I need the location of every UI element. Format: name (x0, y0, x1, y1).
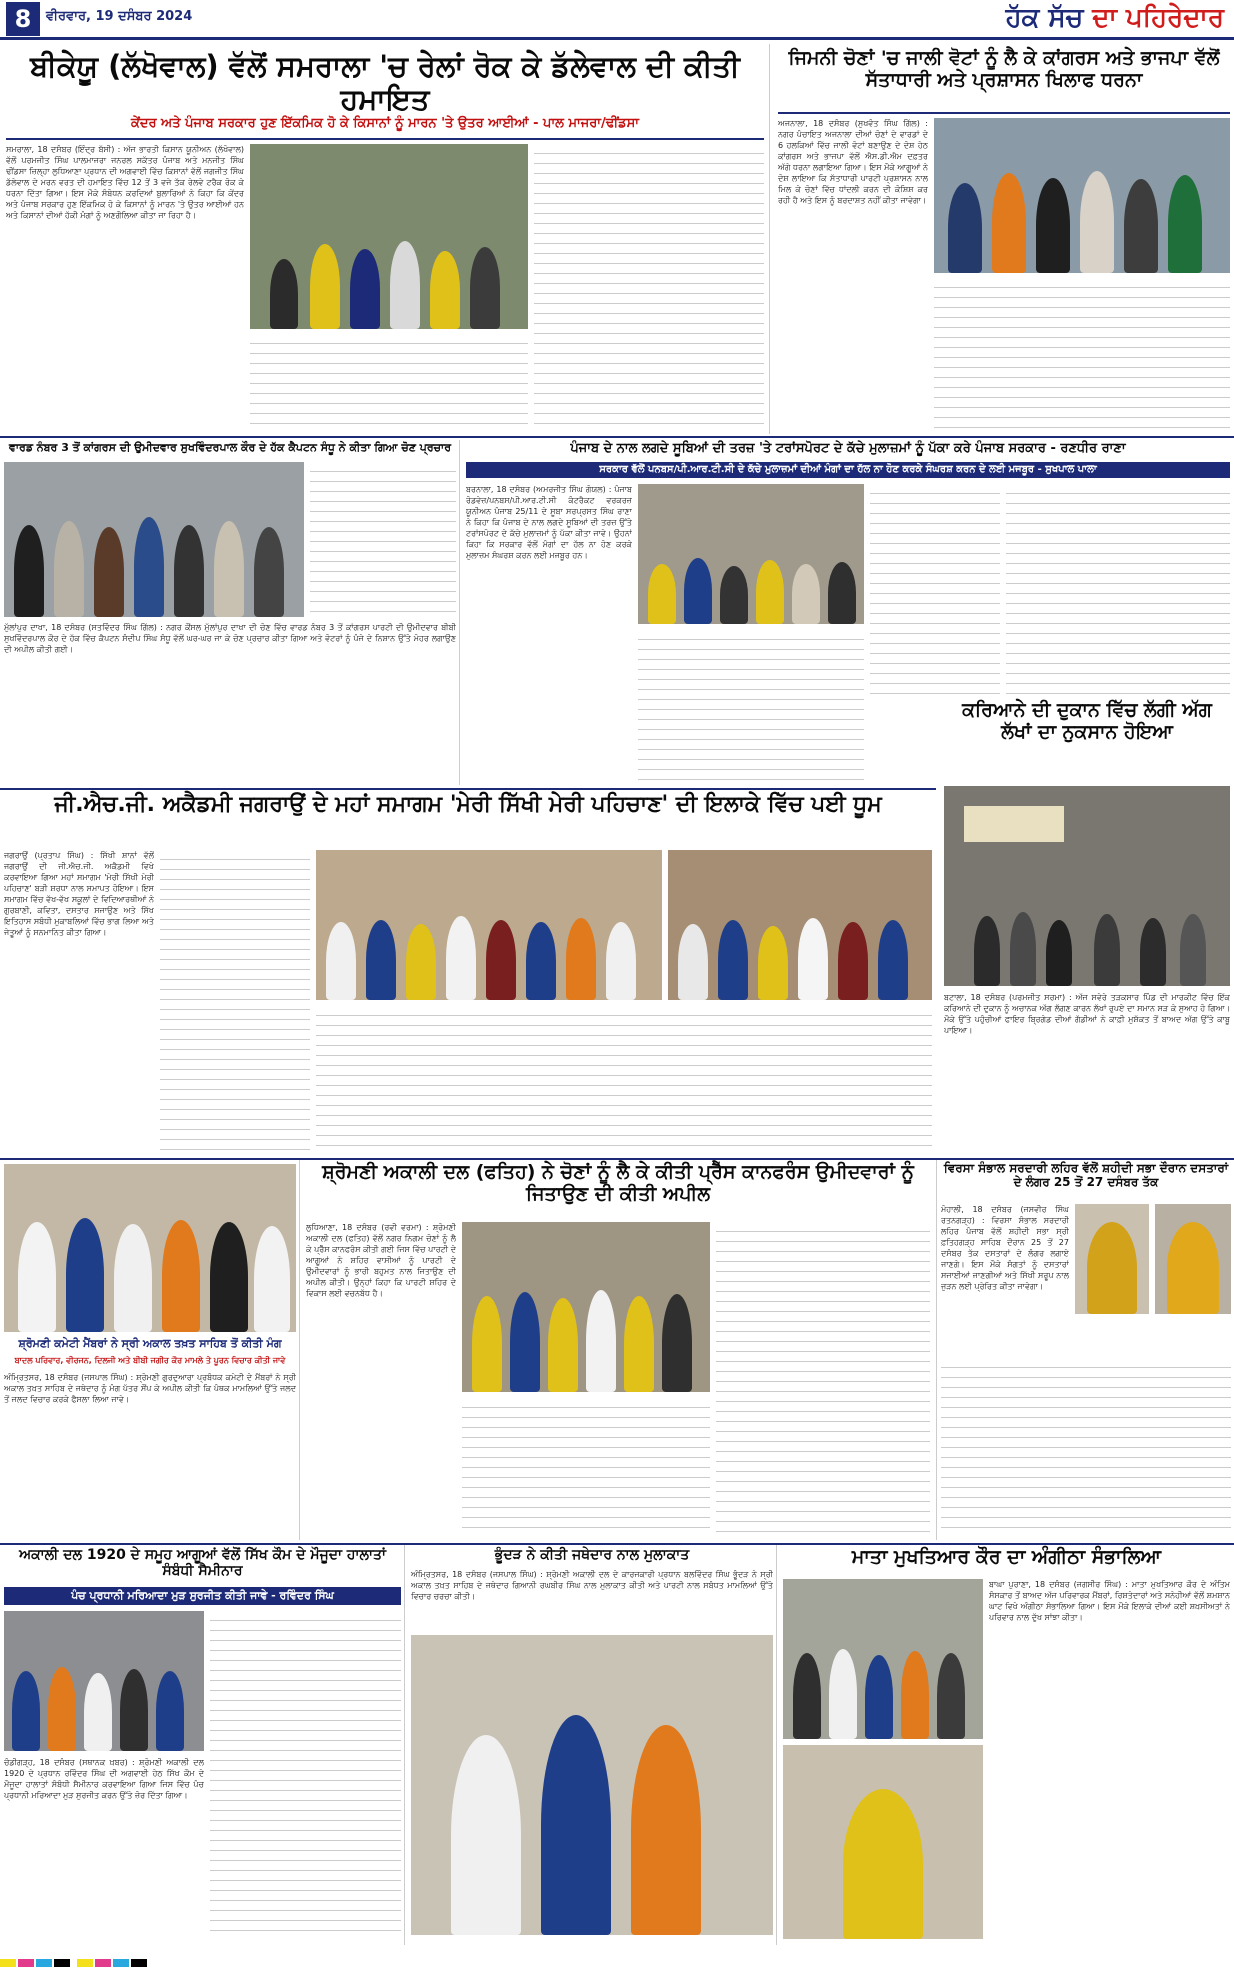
fire-shop-photo (944, 786, 1230, 986)
article-headline: ਜੀ.ਐਚ.ਜੀ. ਅਕੈਡਮੀ ਜਗਰਾਉਂ ਦੇ ਮਹਾਂ ਸਮਾਗਮ 'ਮੇਰੀ ਸਿੱਖੀ ਮੇਰੀ ਪਹਿਚਾਣ' ਦੀ ਇਲਾਕੇ ਵਿੱਚ ਪਈ ਧੂਮ (54, 792, 882, 817)
article-headline: ਸ਼੍ਰੋਮਣੀ ਕਮੇਟੀ ਮੈਂਬਰਾਂ ਨੇ ਸ੍ਰੀ ਅਕਾਲ ਤਖ਼ਤ ਸਾਹਿਬ ਤੋਂ ਕੀਤੀ ਮੰਗ (18, 1337, 282, 1350)
memorandum-photo (4, 1164, 296, 1332)
funeral-photo (783, 1579, 983, 1739)
article-headline: ਸ਼੍ਰੋਮਣੀ ਅਕਾਲੀ ਦਲ (ਫਤਿਹ) ਨੇ ਚੋਣਾਂ ਨੂੰ ਲੈ ਕੇ ਕੀਤੀ ਪ੍ਰੈੱਸ ਕਾਨਫਰੰਸ ਉਮੀਦਵਾਰਾਂ ਨੂੰ ਜਿਤਾਉਣ ਦੀ ਕੀਤੀ ਅਪੀਲ (322, 1161, 914, 1205)
article-body-col3 (716, 1222, 930, 1534)
article-body-cont (934, 278, 1230, 428)
article-body: ਸਮਰਾਲਾ, 18 ਦਸੰਬਰ (ਇੰਦ੍ਰ ਬੱਸੀ) : ਅੱਜ ਭਾਰਤੀ ਕਿਸਾਨ ਯੂਨੀਅਨ (ਲੱਖੋਵਾਲ) ਵੱਲੋਂ ਪਰਮਜੀਤ ਸਿੰਘ ਪਾਲਮਾਜਰਾ ਜਨਰਲ ਸਕੱਤਰ ਪੰਜਾਬ ਅਤੇ ਮਨਜੀਤ ਸਿੰਘ ਢੀਂਡਸਾ ਜ਼ਿਲ੍ਹਾ ਲੁਧਿਆਣਾ ਪ੍ਰਧਾਨ ਦੀ ਅਗਵਾਈ ਵਿੱਚ ਕਿਸਾਨਾਂ ਵੱਲੋਂ ਜਗਜੀਤ ਸਿੰਘ ਡੱਲੇਵਾਲ ਦੇ ਮਰਨ ਵਰਤ ਦੀ ਹਮਾਇਤ ਵਿੱਚ 12 ਤੋਂ 3 ਵਜੇ ਤੱਕ ਰੇਲਵੇ ਟਰੈਕ ਰੋਕ ਕੇ ਧਰਨਾ ਦਿੱਤਾ ਗਿਆ। ਇਸ ਮੌਕੇ ਸੰਬੋਧਨ ਕਰਦਿਆਂ ਬੁਲਾਰਿਆਂ ਨੇ ਕਿਹਾ ਕਿ ਕੇਂਦਰ ਅਤੇ ਪੰਜਾਬ ਸਰਕਾਰ ਹੁਣ ਇੱਕਮਿਕ ਹੋ ਕੇ ਕਿਸਾਨਾਂ ਨੂੰ ਮਾਰਨ 'ਤੇ ਉਤਰ ਆਈਆਂ ਹਨ ਅਤੇ ਕਿਸਾਨਾਂ ਦੀਆਂ ਹੱਕੀ ਮੰਗਾਂ ਨੂੰ ਅਣਗੌਲਿਆ ਕੀਤਾ ਜਾ ਰਿਹਾ ਹੈ। (6, 145, 244, 220)
protest-photo (250, 144, 528, 329)
portrait-photo (783, 1745, 983, 1939)
article-subhead: ਕੇਂਦਰ ਅਤੇ ਪੰਜਾਬ ਸਰਕਾਰ ਹੁਣ ਇੱਕਮਿਕ ਹੋ ਕੇ ਕਿਸਾਨਾਂ ਨੂੰ ਮਾਰਨ 'ਤੇ ਉਤਰ ਆਈਆਂ - ਪਾਲ ਮਾਜਰਾ/ਢੀਂਡਸਾ (131, 116, 639, 131)
article-headline: ਮਾਤਾ ਮੁਖਤਿਆਰ ਕੌਰ ਦਾ ਅੰਗੀਠਾ ਸੰਭਾਲਿਆ (851, 1546, 1162, 1568)
article-headline: ਵਿਰਸਾ ਸੰਭਾਲ ਸਰਦਾਰੀ ਲਹਿਰ ਵੱਲੋਂ ਸ਼ਹੀਦੀ ਸਭਾ ਦੌਰਾਨ ਦਸਤਾਰਾਂ ਦੇ ਲੰਗਰ 25 ਤੋਂ 27 ਦਸੰਬਰ ਤੱਕ (943, 1161, 1229, 1189)
portrait-photo-1 (1075, 1204, 1149, 1314)
article-body-cont (941, 1358, 1231, 1536)
article-subhead: ਬਾਦਲ ਪਰਿਵਾਰ, ਵੀਰਜਨ, ਦਿਲਜੀ ਅਤੇ ਬੀਬੀ ਜਗੀਰ ਕੌਰ ਮਾਮਲੇ ਤੇ ਪੂਰਨ ਵਿਚਾਰ ਕੀਤੀ ਜਾਵੇ (14, 1356, 286, 1365)
article-body: ਅੰਮ੍ਰਿਤਸਰ, 18 ਦਸੰਬਰ (ਜਸਪਾਲ ਸਿੰਘ) : ਸ਼੍ਰੋਮਣੀ ਅਕਾਲੀ ਦਲ ਦੇ ਕਾਰਜਕਾਰੀ ਪ੍ਰਧਾਨ ਬਲਵਿੰਦਰ ਸਿੰਘ ਭੂੰਦੜ ਨੇ ਸ੍ਰੀ ਅਕਾਲ ਤਖ਼ਤ ਸਾਹਿਬ ਦੇ ਜਥੇਦਾਰ ਗਿਆਨੀ ਰਘਬੀਰ ਸਿੰਘ ਨਾਲ ਮੁਲਾਕਾਤ ਕੀਤੀ ਅਤੇ ਪਾਰਟੀ ਨਾਲ ਸਬੰਧਤ ਮਾਮਲਿਆਂ ਉੱਤੇ ਵਿਚਾਰ ਚਰਚਾ ਕੀਤੀ। (411, 1570, 773, 1601)
award-ceremony-photo (316, 850, 662, 1000)
article-body: ਬਰਨਾਲਾ, 18 ਦਸੰਬਰ (ਅਮਰਜੀਤ ਸਿੰਘ ਗੋਯਲ) : ਪੰਜਾਬ ਰੋਡਵੇਜ਼/ਪਨਬਸ/ਪੀ.ਆਰ.ਟੀ.ਸੀ ਕੰਟਰੈਕਟ ਵਰਕਰਜ਼ ਯੂਨੀਅਨ ਪੰਜਾਬ 25/11 ਦੇ ਸੂਬਾ ਸਰਪ੍ਰਸਤ ਸਿੰਘ ਰਾਣਾ ਨੇ ਕਿਹਾ ਕਿ ਪੰਜਾਬ ਦੇ ਨਾਲ ਲਗਦੇ ਸੂਬਿਆਂ ਦੀ ਤਰਜ਼ ਉੱਤੇ ਟਰਾਂਸਪੋਰਟ ਦੇ ਕੱਚੇ ਮੁਲਾਜ਼ਮਾਂ ਨੂੰ ਪੱਕਾ ਕੀਤਾ ਜਾਵੇ। ਉਹਨਾਂ ਕਿਹਾ ਕਿ ਸਰਕਾਰ ਵੱਲੋਂ ਮੰਗਾਂ ਦਾ ਹੱਲ ਨਾ ਹੋਣ ਕਰਕੇ ਮੁਲਾਜ਼ਮ ਸੰਘਰਸ਼ ਕਰਨ ਲਈ ਮਜਬੂਰ ਹਨ। (466, 485, 632, 560)
seminar-photo (4, 1611, 204, 1751)
article-ghg-academy (0, 790, 936, 1155)
page-date: ਵੀਰਵਾਰ, 19 ਦਸੰਬਰ 2024 (46, 9, 193, 24)
article-headline: ਭੂੰਦੜ ਨੇ ਕੀਤੀ ਜਥੇਦਾਰ ਨਾਲ ਮੁਲਾਕਾਤ (494, 1547, 690, 1563)
divider (6, 138, 764, 140)
article-sahidi-sabha (936, 1160, 1234, 1540)
campaign-photo (4, 462, 304, 617)
article-akali-press (302, 1160, 934, 1540)
article-body: ਮੁੱਲਾਂਪੁਰ ਦਾਖਾ, 18 ਦਸੰਬਰ (ਸਤਵਿੰਦਰ ਸਿੰਘ ਗਿੱਲ) : ਨਗਰ ਕੌਂਸਲ ਮੁੱਲਾਂਪੁਰ ਦਾਖਾ ਦੀ ਚੋਣ ਵਿੱਚ ਵਾਰਡ ਨੰਬਰ 3 ਤੋਂ ਕਾਂਗਰਸ ਪਾਰਟੀ ਦੀ ਉਮੀਦਵਾਰ ਬੀਬੀ ਸੁਖਵਿੰਦਰਪਾਲ ਕੌਰ ਦੇ ਹੱਕ ਵਿੱਚ ਕੈਪਟਨ ਸੰਦੀਪ ਸਿੰਘ ਸੰਧੂ ਵੱਲੋਂ ਘਰ-ਘਰ ਜਾ ਕੇ ਚੋਣ ਪ੍ਰਚਾਰ ਕੀਤਾ ਗਿਆ ਅਤੇ ਵੋਟਰਾਂ ਨੂੰ ਪੰਜੇ ਦੇ ਨਿਸ਼ਾਨ ਉੱਤੇ ਮੋਹਰ ਲਗਾਉਣ ਦੀ ਅਪੀਲ ਕੀਤੀ ਗਈ। (4, 623, 456, 654)
article-body: ਬਾਘਾ ਪੁਰਾਣਾ, 18 ਦਸੰਬਰ (ਜਗਸੀਰ ਸਿੰਘ) : ਮਾਤਾ ਮੁਖਤਿਆਰ ਕੌਰ ਦੇ ਅੰਤਿਮ ਸੰਸਕਾਰ ਤੋਂ ਬਾਅਦ ਅੱਜ ਪਰਿਵਾਰਕ ਮੈਂਬਰਾਂ, ਰਿਸ਼ਤੇਦਾਰਾਂ ਅਤੇ ਸਨੇਹੀਆਂ ਵੱਲੋਂ ਸ਼ਮਸ਼ਾਨ ਘਾਟ ਵਿਖੇ ਅੰਗੀਠਾ ਸੰਭਾਲਿਆ ਗਿਆ। ਇਸ ਮੌਕੇ ਇਲਾਕੇ ਦੀਆਂ ਕਈ ਸ਼ਖ਼ਸੀਅਤਾਂ ਨੇ ਪਰਿਵਾਰ ਨਾਲ ਦੁੱਖ ਸਾਂਝਾ ਕੀਤਾ। (989, 1580, 1230, 1622)
article-bku-lakhowal (0, 44, 770, 434)
meeting-photo (411, 1635, 773, 1935)
page-number: 8 (6, 2, 40, 36)
portrait-photo-2 (1155, 1204, 1231, 1314)
article-subhead: ਪੰਚ ਪ੍ਰਧਾਨੀ ਮਰਿਆਦਾ ਮੁੜ ਸੁਰਜੀਤ ਕੀਤੀ ਜਾਵੇ - ਰਵਿੰਦਰ ਸਿੰਘ (4, 1587, 401, 1605)
article-body: ਅੰਮ੍ਰਿਤਸਰ, 18 ਦਸੰਬਰ (ਜਸਪਾਲ ਸਿੰਘ) : ਸ਼੍ਰੋਮਣੀ ਗੁਰਦੁਆਰਾ ਪ੍ਰਬੰਧਕ ਕਮੇਟੀ ਦੇ ਮੈਂਬਰਾਂ ਨੇ ਸ੍ਰੀ ਅਕਾਲ ਤਖ਼ਤ ਸਾਹਿਬ ਦੇ ਜਥੇਦਾਰ ਨੂੰ ਮੰਗ ਪੱਤਰ ਸੌਂਪ ਕੇ ਅਪੀਲ ਕੀਤੀ ਕਿ ਪੰਥਕ ਮਾਮਲਿਆਂ ਉੱਤੇ ਜਲਦ ਤੋਂ ਜਲਦ ਵਿਚਾਰ ਕਰਕੇ ਫੈਸਲਾ ਲਿਆ ਜਾਵੇ। (4, 1373, 296, 1404)
protest-photo (934, 118, 1230, 273)
article-body: ਬਟਾਲਾ, 18 ਦਸੰਬਰ (ਪਰਮਜੀਤ ਸਰਮਾ) : ਅੱਜ ਸਵੇਰੇ ਤੜਕਸਾਰ ਪਿੰਡ ਦੀ ਮਾਰਕੀਟ ਵਿੱਚ ਇੱਕ ਕਰਿਆਨੇ ਦੀ ਦੁਕਾਨ ਨੂੰ ਅਚਾਨਕ ਅੱਗ ਲੱਗਣ ਕਾਰਨ ਲੱਖਾਂ ਰੁਪਏ ਦਾ ਸਮਾਨ ਸੜ ਕੇ ਸੁਆਹ ਹੋ ਗਿਆ। ਮੌਕੇ ਉੱਤੇ ਪਹੁੰਚੀਆਂ ਫਾਇਰ ਬ੍ਰਿਗੇਡ ਦੀਆਂ ਗੱਡੀਆਂ ਨੇ ਕਾਫ਼ੀ ਮੁਸ਼ੱਕਤ ਤੋਂ ਬਾਅਦ ਅੱਗ ਉੱਤੇ ਕਾਬੂ ਪਾਇਆ। (944, 993, 1230, 1035)
article-shop-fire (940, 700, 1234, 1160)
article-body-col3 (534, 144, 764, 429)
article-body-side (310, 462, 456, 617)
article-headline: ਵਾਰਡ ਨੰਬਰ 3 ਤੋਂ ਕਾਂਗਰਸ ਦੀ ਉਮੀਦਵਾਰ ਸੁਖਵਿੰਦਰਪਾਲ ਕੌਰ ਦੇ ਹੱਕ ਕੈਪਟਨ ਸੰਧੂ ਨੇ ਕੀਤਾ ਗਿਆ ਚੋਣ ਪ੍ਰਚਾਰ (8, 441, 452, 454)
article-ward-3 (0, 440, 460, 785)
article-body: ਅਜਨਾਲਾ, 18 ਦਸੰਬਰ (ਸੁਖਵੰਤ ਸਿੰਘ ਗਿੱਲ) : ਨਗਰ ਪੰਚਾਇਤ ਅਜਨਾਲਾ ਦੀਆਂ ਚੋਣਾਂ ਦੇ ਵਾਰਡਾਂ ਦੇ 6 ਹਲਕਿਆਂ ਵਿੱਚ ਜਾਲੀ ਵੋਟਾਂ ਬਣਾਉਣ ਦੇ ਦੋਸ਼ ਹੇਠ ਕਾਂਗਰਸ ਅਤੇ ਭਾਜਪਾ ਵੱਲੋਂ ਐਸ.ਡੀ.ਐਮ ਦਫ਼ਤਰ ਅੱਗੇ ਧਰਨਾ ਲਗਾਇਆ ਗਿਆ। ਇਸ ਮੌਕੇ ਆਗੂਆਂ ਨੇ ਦੋਸ਼ ਲਾਇਆ ਕਿ ਸੱਤਾਧਾਰੀ ਪਾਰਟੀ ਪ੍ਰਸ਼ਾਸਨ ਨਾਲ ਮਿਲ ਕੇ ਚੋਣਾਂ ਵਿੱਚ ਧਾਂਦਲੀ ਕਰਨ ਦੀ ਕੋਸ਼ਿਸ਼ ਕਰ ਰਹੀ ਹੈ ਅਤੇ ਇਸ ਨੂੰ ਬਰਦਾਸ਼ਤ ਨਹੀਂ ਕੀਤਾ ਜਾਵੇਗਾ। (778, 119, 928, 205)
newspaper-brand (1006, 3, 1224, 34)
article-headline: ਬੀਕੇਯੂ (ਲੱਖੋਵਾਲ) ਵੱਲੋਂ ਸਮਰਾਲਾ 'ਚ ਰੇਲਾਂ ਰੋਕ ਕੇ ਡੱਲੇਵਾਲ ਦੀ ਕੀਤੀ ਹਮਾਇਤ (30, 49, 740, 117)
article-sgpc-demand (0, 1160, 300, 1540)
article-subhead: ਸਰਕਾਰ ਵੱਲੋਂ ਪਨਬਸ/ਪੀ.ਆਰ.ਟੀ.ਸੀ ਦੇ ਕੱਚੇ ਮੁਲਾਜ਼ਮਾਂ ਦੀਆਂ ਮੰਗਾਂ ਦਾ ਹੱਲ ਨਾ ਹੋਣ ਕਰਕੇ ਸੰਘਰਸ਼ ਕਰਨ ਦੇ ਲਈ ਮਜਬੂਰ - ਸੁਖਪਾਲ ਪਾਲਾ (466, 462, 1230, 478)
article-body-col2 (638, 630, 864, 780)
article-body-col2 (160, 850, 310, 1150)
article-akali-dal-1920 (0, 1545, 405, 1945)
article-body-col3 (316, 1006, 932, 1150)
article-body: ਜਗਰਾਉਂ (ਪ੍ਰਤਾਪ ਸਿੰਘ) : ਸਿੱਖੀ ਸ਼ਾਨਾਂ ਵੱਲੋਂ ਜਗਰਾਉਂ ਦੀ ਜੀ.ਐਚ.ਜੀ. ਅਕੈਡਮੀ ਵਿਖੇ ਕਰਵਾਇਆ ਗਿਆ ਮਹਾਂ ਸਮਾਗਮ 'ਮੇਰੀ ਸਿੱਖੀ ਮੇਰੀ ਪਹਿਚਾਣ' ਬੜੀ ਸ਼ਰਧਾ ਨਾਲ ਸਮਾਪਤ ਹੋਇਆ। ਇਸ ਸਮਾਗਮ ਵਿੱਚ ਵੱਖ-ਵੱਖ ਸਕੂਲਾਂ ਦੇ ਵਿਦਿਆਰਥੀਆਂ ਨੇ ਗੁਰਬਾਣੀ, ਕਵਿਤਾ, ਦਸਤਾਰ ਸਜਾਉਣ ਅਤੇ ਸਿੱਖ ਇਤਿਹਾਸ ਸਬੰਧੀ ਮੁਕਾਬਲਿਆਂ ਵਿੱਚ ਭਾਗ ਲਿਆ ਅਤੇ ਜੇਤੂਆਂ ਨੂੰ ਸਨਮਾਨਿਤ ਕੀਤਾ ਗਿਆ। (4, 851, 154, 937)
divider (778, 112, 1230, 114)
article-headline: ਪੰਜਾਬ ਦੇ ਨਾਲ ਲਗਦੇ ਸੂਬਿਆਂ ਦੀ ਤਰਜ਼ 'ਤੇ ਟਰਾਂਸਪੋਰਟ ਦੇ ਕੱਚੇ ਮੁਲਾਜ਼ਮਾਂ ਨੂੰ ਪੱਕਾ ਕਰੇ ਪੰਜਾਬ ਸਰਕਾਰ - ਰਣਧੀਰ ਰਾਣਾ (570, 441, 1126, 456)
brand-part2: ਦਾ ਪਹਿਰੇਦਾਰ (1092, 3, 1224, 33)
article-headline: ਕਰਿਆਨੇ ਦੀ ਦੁਕਾਨ ਵਿੱਚ ਲੱਗੀ ਅੱਗ ਲੱਖਾਂ ਦਾ ਨੁਕਸਾਨ ਹੋਇਆ (962, 699, 1212, 743)
article-headline: ਅਕਾਲੀ ਦਲ 1920 ਦੇ ਸਮੂਹ ਆਗੂਆਂ ਵੱਲੋਂ ਸਿੱਖ ਕੌਮ ਦੇ ਮੌਜੂਦਾ ਹਾਲਾਤਾਂ ਸੰਬੰਧੀ ਸੈਮੀਨਾਰ (19, 1547, 386, 1580)
article-body-cont (250, 334, 528, 429)
article-mata-mukhtiar (779, 1545, 1234, 1945)
masthead (0, 0, 1234, 40)
article-body: ਲੁਧਿਆਣਾ, 18 ਦਸੰਬਰ (ਰਵੀ ਵਰਮਾ) : ਸ਼੍ਰੋਮਣੀ ਅਕਾਲੀ ਦਲ (ਫਤਿਹ) ਵੱਲੋਂ ਨਗਰ ਨਿਗਮ ਚੋਣਾਂ ਨੂੰ ਲੈ ਕੇ ਪ੍ਰੈੱਸ ਕਾਨਫਰੰਸ ਕੀਤੀ ਗਈ ਜਿਸ ਵਿੱਚ ਪਾਰਟੀ ਦੇ ਆਗੂਆਂ ਨੇ ਸ਼ਹਿਰ ਵਾਸੀਆਂ ਨੂੰ ਪਾਰਟੀ ਦੇ ਉਮੀਦਵਾਰਾਂ ਨੂੰ ਭਾਰੀ ਬਹੁਮਤ ਨਾਲ ਜਿਤਾਉਣ ਦੀ ਅਪੀਲ ਕੀਤੀ। ਉਨ੍ਹਾਂ ਕਿਹਾ ਕਿ ਪਾਰਟੀ ਸ਼ਹਿਰ ਦੇ ਵਿਕਾਸ ਲਈ ਵਚਨਬੱਧ ਹੈ। (306, 1223, 456, 1298)
brand-part1: ਹੱਕ ਸੱਚ (1005, 3, 1084, 33)
article-body-col2 (210, 1611, 401, 1939)
article-body: ਮੋਹਾਲੀ, 18 ਦਸੰਬਰ (ਜਸਵੀਰ ਸਿੰਘ ਰਤਨਗੜ੍ਹ) : ਵਿਰਸਾ ਸੰਭਾਲ ਸਰਦਾਰੀ ਲਹਿਰ ਪੰਜਾਬ ਵੱਲੋਂ ਸ਼ਹੀਦੀ ਸਭਾ ਸ੍ਰੀ ਫ਼ਤਿਹਗੜ੍ਹ ਸਾਹਿਬ ਦੌਰਾਨ 25 ਤੋਂ 27 ਦਸੰਬਰ ਤੱਕ ਦਸਤਾਰਾਂ ਦੇ ਲੰਗਰ ਲਗਾਏ ਜਾਣਗੇ। ਇਸ ਮੌਕੇ ਸੰਗਤਾਂ ਨੂੰ ਦਸਤਾਰਾਂ ਸਜਾਈਆਂ ਜਾਣਗੀਆਂ ਅਤੇ ਸਿੱਖੀ ਸਰੂਪ ਨਾਲ ਜੁੜਨ ਲਈ ਪ੍ਰੇਰਿਤ ਕੀਤਾ ਜਾਵੇਗਾ। (941, 1205, 1069, 1291)
article-body: ਚੰਡੀਗੜ੍ਹ, 18 ਦਸੰਬਰ (ਸਥਾਨਕ ਖ਼ਬਰ) : ਸ਼੍ਰੋਮਣੀ ਅਕਾਲੀ ਦਲ 1920 ਦੇ ਪ੍ਰਧਾਨ ਰਵਿੰਦਰ ਸਿੰਘ ਦੀ ਅਗਵਾਈ ਹੇਠ ਸਿੱਖ ਕੌਮ ਦੇ ਮੌਜੂਦਾ ਹਾਲਾਤਾਂ ਸੰਬੰਧੀ ਸੈਮੀਨਾਰ ਕਰਵਾਇਆ ਗਿਆ ਜਿਸ ਵਿੱਚ ਪੰਚ ਪ੍ਰਧਾਨੀ ਮਰਿਆਦਾ ਮੁੜ ਸੁਰਜੀਤ ਕਰਨ ਉੱਤੇ ਜ਼ੋਰ ਦਿੱਤਾ ਗਿਆ। (4, 1758, 204, 1800)
article-body-col3 (870, 484, 1000, 694)
article-municipal-votes (772, 44, 1234, 434)
article-body-col2 (462, 1398, 710, 1534)
students-photo (668, 850, 932, 1000)
article-body-col4 (1006, 484, 1230, 694)
workers-protest-photo (638, 484, 864, 624)
article-headline: ਜਿਮਨੀ ਚੋਣਾਂ 'ਚ ਜਾਲੀ ਵੋਟਾਂ ਨੂੰ ਲੈ ਕੇ ਕਾਂਗਰਸ ਅਤੇ ਭਾਜਪਾ ਵੱਲੋਂ ਸੱਤਾਧਾਰੀ ਅਤੇ ਪ੍ਰਸ਼ਾਸਨ ਖਿਲਾਫ ਧਰਨਾ (788, 47, 1220, 91)
color-registration-bar (0, 1952, 1234, 1966)
article-bhundar (407, 1545, 777, 1945)
press-conference-photo (462, 1222, 710, 1392)
section-divider (0, 436, 1234, 438)
